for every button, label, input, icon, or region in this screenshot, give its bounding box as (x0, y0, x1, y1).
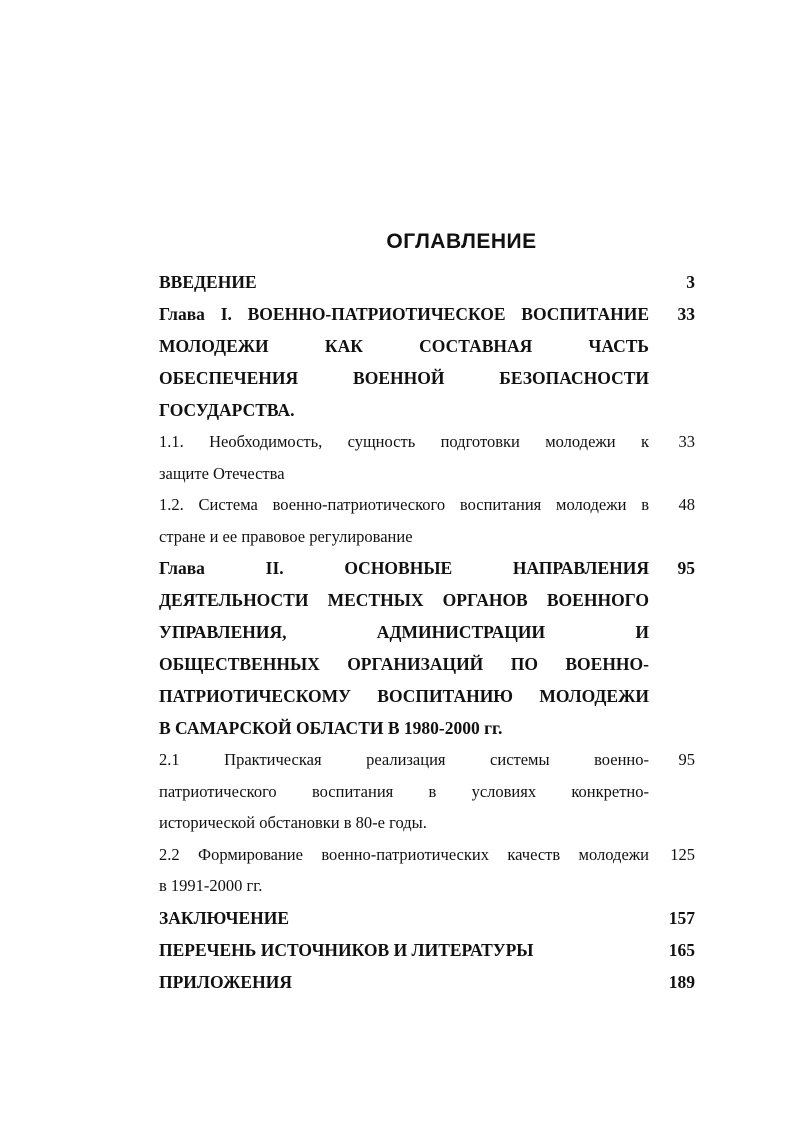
toc-entry-page-number: 165 (668, 939, 695, 960)
toc-entry-line: ОБЩЕСТВЕННЫХ ОРГАНИЗАЦИЙ ПО ВОЕННО- (159, 654, 649, 674)
toc-entry-page-number: 189 (668, 971, 695, 992)
toc-entry-title (159, 934, 649, 966)
toc-entry-line: ЗАКЛЮЧЕНИЕ (159, 907, 290, 928)
toc-entry-page-number: 33 (677, 304, 695, 324)
toc-entry (159, 489, 699, 552)
toc-entry-line: УПРАВЛЕНИЯ, АДМИНИСТРАЦИИ И (159, 622, 649, 642)
toc-entry-line: ОБЕСПЕЧЕНИЯ ВОЕННОЙ БЕЗОПАСНОСТИ (159, 368, 649, 388)
toc-entry-line: 2.1 Практическая реализация системы военно- (159, 750, 649, 769)
table-of-contents (159, 266, 699, 998)
toc-entry-line: ПЕРЕЧЕНЬ ИСТОЧНИКОВ И ЛИТЕРАТУРЫ (159, 939, 534, 960)
toc-entry-line: ВВЕДЕНИЕ (159, 272, 257, 292)
toc-entry-line: в 1991-2000 гг. (159, 876, 263, 895)
toc-entry-title (159, 489, 649, 552)
toc-entry-title (159, 902, 649, 934)
toc-entry-line: ГОСУДАРСТВА. (159, 400, 295, 420)
toc-entry (159, 298, 699, 426)
toc-entry-line: ПРИЛОЖЕНИЯ (159, 971, 292, 992)
toc-entry-line: 1.2. Система военно-патриотического воспитания молодежи в (159, 495, 649, 514)
toc-entry-line: защите Отечества (159, 463, 285, 483)
toc-entry (159, 744, 699, 839)
toc-entry-title (159, 839, 649, 902)
toc-entry-line: исторической обстановки в 80-е годы. (159, 813, 427, 832)
toc-entry-page-number: 125 (670, 844, 695, 864)
toc-entry-title (159, 552, 649, 744)
toc-entry-line: патриотического воспитания в условиях конкретно- (159, 781, 649, 801)
toc-entry (159, 966, 699, 998)
toc-entry-line: 2.2 Формирование военно-патриотических качеств молодежи (159, 844, 649, 864)
page-title: ОГЛАВЛЕНИЕ (386, 230, 537, 253)
toc-entry (159, 902, 699, 934)
toc-entry (159, 426, 699, 489)
toc-entry-line: 1.1. Необходимость, сущность подготовки молодежи к (159, 432, 649, 451)
toc-entry-page-number: 48 (678, 495, 695, 514)
toc-entry-title (159, 966, 649, 998)
toc-entry-line: ПАТРИОТИЧЕСКОМУ ВОСПИТАНИЮ МОЛОДЕЖИ (159, 686, 649, 706)
toc-entry (159, 839, 699, 902)
toc-entry-line: МОЛОДЕЖИ КАК СОСТАВНАЯ ЧАСТЬ (159, 336, 649, 356)
toc-entry (159, 266, 699, 298)
toc-entry-title (159, 298, 649, 426)
toc-entry-page-number: 33 (678, 432, 695, 451)
toc-entry-title (159, 266, 649, 298)
toc-entry (159, 552, 699, 744)
toc-entry-page-number: 3 (686, 272, 695, 292)
toc-entry-line: стране и ее правовое регулирование (159, 526, 413, 546)
toc-entry (159, 934, 699, 966)
toc-entry-title (159, 744, 649, 839)
toc-entry-page-number: 95 (677, 558, 695, 578)
toc-entry-title (159, 426, 649, 489)
toc-entry-line: Глава I. ВОЕННО-ПАТРИОТИЧЕСКОЕ ВОСПИТАНИЕ (159, 304, 649, 324)
toc-entry-line: ДЕЯТЕЛЬНОСТИ МЕСТНЫХ ОРГАНОВ ВОЕННОГО (159, 590, 649, 610)
toc-entry-page-number: 157 (668, 907, 695, 928)
toc-entry-page-number: 95 (678, 750, 695, 769)
toc-entry-line: Глава II. ОСНОВНЫЕ НАПРАВЛЕНИЯ (159, 558, 649, 578)
toc-entry-line: В САМАРСКОЙ ОБЛАСТИ В 1980-2000 гг. (159, 718, 503, 738)
